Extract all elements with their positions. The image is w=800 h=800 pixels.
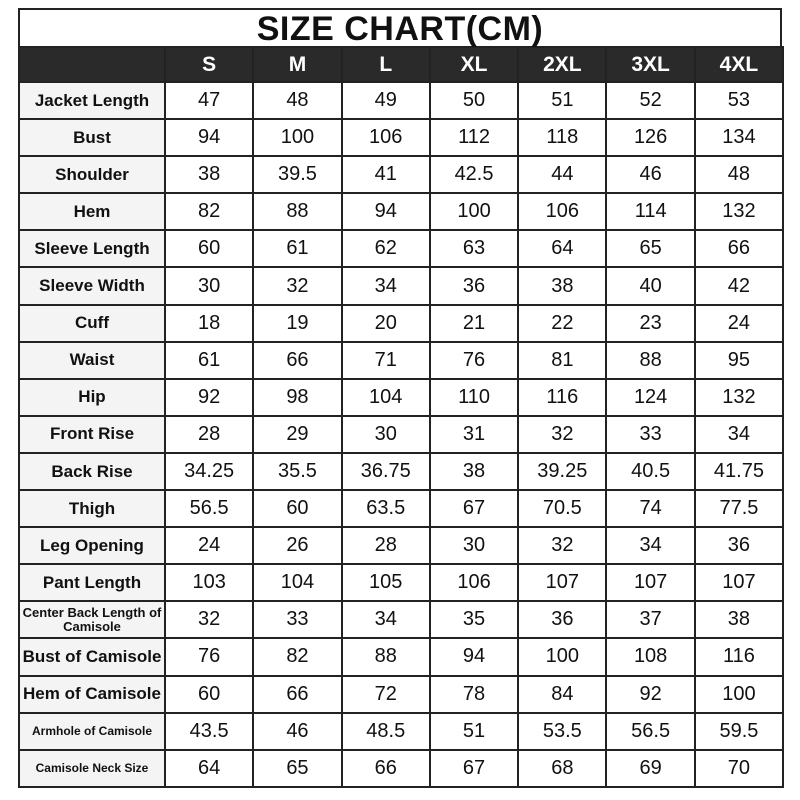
table-row xyxy=(19,638,783,675)
table-cell: 94 xyxy=(342,193,430,230)
table-cell: 64 xyxy=(518,230,606,267)
table-cell: 36 xyxy=(430,267,518,304)
table-cell: 53.5 xyxy=(518,713,606,750)
table-cell: 46 xyxy=(253,713,341,750)
table-cell: 19 xyxy=(253,305,341,342)
table-cell: 48 xyxy=(253,82,341,119)
table-cell: 82 xyxy=(253,638,341,675)
table-cell: 50 xyxy=(430,82,518,119)
size-header-l: L xyxy=(342,47,430,82)
table-cell: 65 xyxy=(253,750,341,787)
table-cell: 56.5 xyxy=(606,713,694,750)
table-cell: 41 xyxy=(342,156,430,193)
table-row xyxy=(19,82,783,119)
row-label: Jacket Length xyxy=(19,82,165,119)
table-cell: 28 xyxy=(342,527,430,564)
table-cell: 32 xyxy=(253,267,341,304)
table-cell: 76 xyxy=(430,342,518,379)
table-cell: 51 xyxy=(430,713,518,750)
table-cell: 67 xyxy=(430,750,518,787)
table-cell: 103 xyxy=(165,564,253,601)
row-label: Leg Opening xyxy=(19,527,165,564)
row-label: Back Rise xyxy=(19,453,165,490)
table-cell: 77.5 xyxy=(695,490,783,527)
table-cell: 132 xyxy=(695,193,783,230)
table-cell: 60 xyxy=(253,490,341,527)
row-label: Thigh xyxy=(19,490,165,527)
table-cell: 71 xyxy=(342,342,430,379)
row-label: Hem of Camisole xyxy=(19,676,165,713)
table-cell: 92 xyxy=(165,379,253,416)
table-cell: 23 xyxy=(606,305,694,342)
row-label: Shoulder xyxy=(19,156,165,193)
table-cell: 104 xyxy=(253,564,341,601)
size-table xyxy=(18,46,784,788)
table-cell: 52 xyxy=(606,82,694,119)
table-row xyxy=(19,193,783,230)
table-cell: 34 xyxy=(342,601,430,638)
table-cell: 114 xyxy=(606,193,694,230)
size-header-4xl: 4XL xyxy=(695,47,783,82)
table-cell: 20 xyxy=(342,305,430,342)
table-row xyxy=(19,676,783,713)
table-cell: 66 xyxy=(695,230,783,267)
table-row xyxy=(19,342,783,379)
size-header-m: M xyxy=(253,47,341,82)
table-cell: 48 xyxy=(695,156,783,193)
table-row xyxy=(19,713,783,750)
table-cell: 38 xyxy=(518,267,606,304)
table-cell: 107 xyxy=(518,564,606,601)
table-cell: 36.75 xyxy=(342,453,430,490)
table-row xyxy=(19,564,783,601)
table-cell: 56.5 xyxy=(165,490,253,527)
table-cell: 100 xyxy=(695,676,783,713)
table-cell: 105 xyxy=(342,564,430,601)
table-cell: 35.5 xyxy=(253,453,341,490)
table-cell: 76 xyxy=(165,638,253,675)
table-cell: 124 xyxy=(606,379,694,416)
table-cell: 34 xyxy=(695,416,783,453)
size-header-2xl: 2XL xyxy=(518,47,606,82)
table-cell: 33 xyxy=(606,416,694,453)
table-cell: 40 xyxy=(606,267,694,304)
table-cell: 82 xyxy=(165,193,253,230)
table-cell: 92 xyxy=(606,676,694,713)
table-cell: 32 xyxy=(518,527,606,564)
table-cell: 66 xyxy=(253,676,341,713)
row-label: Hem xyxy=(19,193,165,230)
table-cell: 30 xyxy=(430,527,518,564)
table-cell: 84 xyxy=(518,676,606,713)
table-cell: 100 xyxy=(430,193,518,230)
table-cell: 63.5 xyxy=(342,490,430,527)
table-row xyxy=(19,453,783,490)
table-cell: 66 xyxy=(342,750,430,787)
table-cell: 68 xyxy=(518,750,606,787)
header-row xyxy=(19,47,783,82)
table-cell: 64 xyxy=(165,750,253,787)
table-cell: 38 xyxy=(430,453,518,490)
table-cell: 30 xyxy=(165,267,253,304)
table-cell: 31 xyxy=(430,416,518,453)
table-cell: 70 xyxy=(695,750,783,787)
table-cell: 78 xyxy=(430,676,518,713)
table-cell: 43.5 xyxy=(165,713,253,750)
table-row xyxy=(19,750,783,787)
row-label: Waist xyxy=(19,342,165,379)
table-cell: 81 xyxy=(518,342,606,379)
row-label: Cuff xyxy=(19,305,165,342)
table-cell: 26 xyxy=(253,527,341,564)
table-cell: 88 xyxy=(342,638,430,675)
table-cell: 34 xyxy=(606,527,694,564)
table-cell: 44 xyxy=(518,156,606,193)
table-cell: 110 xyxy=(430,379,518,416)
row-label: Pant Length xyxy=(19,564,165,601)
table-cell: 48.5 xyxy=(342,713,430,750)
table-cell: 37 xyxy=(606,601,694,638)
table-row xyxy=(19,490,783,527)
table-cell: 66 xyxy=(253,342,341,379)
table-cell: 63 xyxy=(430,230,518,267)
table-cell: 35 xyxy=(430,601,518,638)
table-cell: 69 xyxy=(606,750,694,787)
table-row xyxy=(19,416,783,453)
table-row xyxy=(19,305,783,342)
table-cell: 49 xyxy=(342,82,430,119)
table-cell: 65 xyxy=(606,230,694,267)
table-cell: 95 xyxy=(695,342,783,379)
table-row xyxy=(19,156,783,193)
table-cell: 61 xyxy=(253,230,341,267)
corner-cell xyxy=(19,47,165,82)
table-cell: 32 xyxy=(165,601,253,638)
row-label: Sleeve Width xyxy=(19,267,165,304)
table-cell: 36 xyxy=(518,601,606,638)
table-cell: 51 xyxy=(518,82,606,119)
table-cell: 42.5 xyxy=(430,156,518,193)
table-cell: 106 xyxy=(342,119,430,156)
table-cell: 61 xyxy=(165,342,253,379)
table-row xyxy=(19,527,783,564)
table-cell: 60 xyxy=(165,676,253,713)
table-cell: 30 xyxy=(342,416,430,453)
table-cell: 134 xyxy=(695,119,783,156)
table-cell: 47 xyxy=(165,82,253,119)
size-chart xyxy=(18,8,782,788)
table-cell: 126 xyxy=(606,119,694,156)
row-label: Sleeve Length xyxy=(19,230,165,267)
table-cell: 38 xyxy=(695,601,783,638)
size-header-s: S xyxy=(165,47,253,82)
table-row xyxy=(19,230,783,267)
size-header-3xl: 3XL xyxy=(606,47,694,82)
table-row xyxy=(19,601,783,638)
table-cell: 107 xyxy=(695,564,783,601)
table-cell: 39.5 xyxy=(253,156,341,193)
table-cell: 53 xyxy=(695,82,783,119)
table-cell: 116 xyxy=(518,379,606,416)
row-label: Center Back Length of Camisole xyxy=(19,601,165,638)
size-header-xl: XL xyxy=(430,47,518,82)
table-body xyxy=(19,82,783,787)
table-row xyxy=(19,119,783,156)
table-cell: 74 xyxy=(606,490,694,527)
table-cell: 94 xyxy=(165,119,253,156)
table-cell: 106 xyxy=(430,564,518,601)
row-label: Armhole of Camisole xyxy=(19,713,165,750)
table-cell: 24 xyxy=(165,527,253,564)
chart-title: SIZE CHART(CM) xyxy=(18,8,782,46)
table-cell: 21 xyxy=(430,305,518,342)
table-row xyxy=(19,379,783,416)
table-cell: 39.25 xyxy=(518,453,606,490)
table-cell: 88 xyxy=(606,342,694,379)
row-label: Front Rise xyxy=(19,416,165,453)
table-cell: 104 xyxy=(342,379,430,416)
table-cell: 70.5 xyxy=(518,490,606,527)
table-cell: 62 xyxy=(342,230,430,267)
table-cell: 98 xyxy=(253,379,341,416)
table-cell: 107 xyxy=(606,564,694,601)
table-cell: 28 xyxy=(165,416,253,453)
row-label: Bust of Camisole xyxy=(19,638,165,675)
table-cell: 132 xyxy=(695,379,783,416)
table-cell: 32 xyxy=(518,416,606,453)
table-cell: 116 xyxy=(695,638,783,675)
table-cell: 38 xyxy=(165,156,253,193)
row-label: Hip xyxy=(19,379,165,416)
table-cell: 60 xyxy=(165,230,253,267)
table-cell: 88 xyxy=(253,193,341,230)
table-cell: 72 xyxy=(342,676,430,713)
table-cell: 100 xyxy=(518,638,606,675)
table-cell: 41.75 xyxy=(695,453,783,490)
table-cell: 112 xyxy=(430,119,518,156)
table-cell: 34 xyxy=(342,267,430,304)
table-cell: 106 xyxy=(518,193,606,230)
row-label: Camisole Neck Size xyxy=(19,750,165,787)
row-label: Bust xyxy=(19,119,165,156)
table-cell: 94 xyxy=(430,638,518,675)
table-cell: 29 xyxy=(253,416,341,453)
table-cell: 18 xyxy=(165,305,253,342)
table-cell: 118 xyxy=(518,119,606,156)
table-cell: 36 xyxy=(695,527,783,564)
table-cell: 108 xyxy=(606,638,694,675)
table-cell: 33 xyxy=(253,601,341,638)
table-cell: 22 xyxy=(518,305,606,342)
table-cell: 24 xyxy=(695,305,783,342)
table-cell: 34.25 xyxy=(165,453,253,490)
table-cell: 100 xyxy=(253,119,341,156)
table-row xyxy=(19,267,783,304)
table-cell: 46 xyxy=(606,156,694,193)
table-cell: 59.5 xyxy=(695,713,783,750)
table-cell: 42 xyxy=(695,267,783,304)
table-cell: 67 xyxy=(430,490,518,527)
table-cell: 40.5 xyxy=(606,453,694,490)
